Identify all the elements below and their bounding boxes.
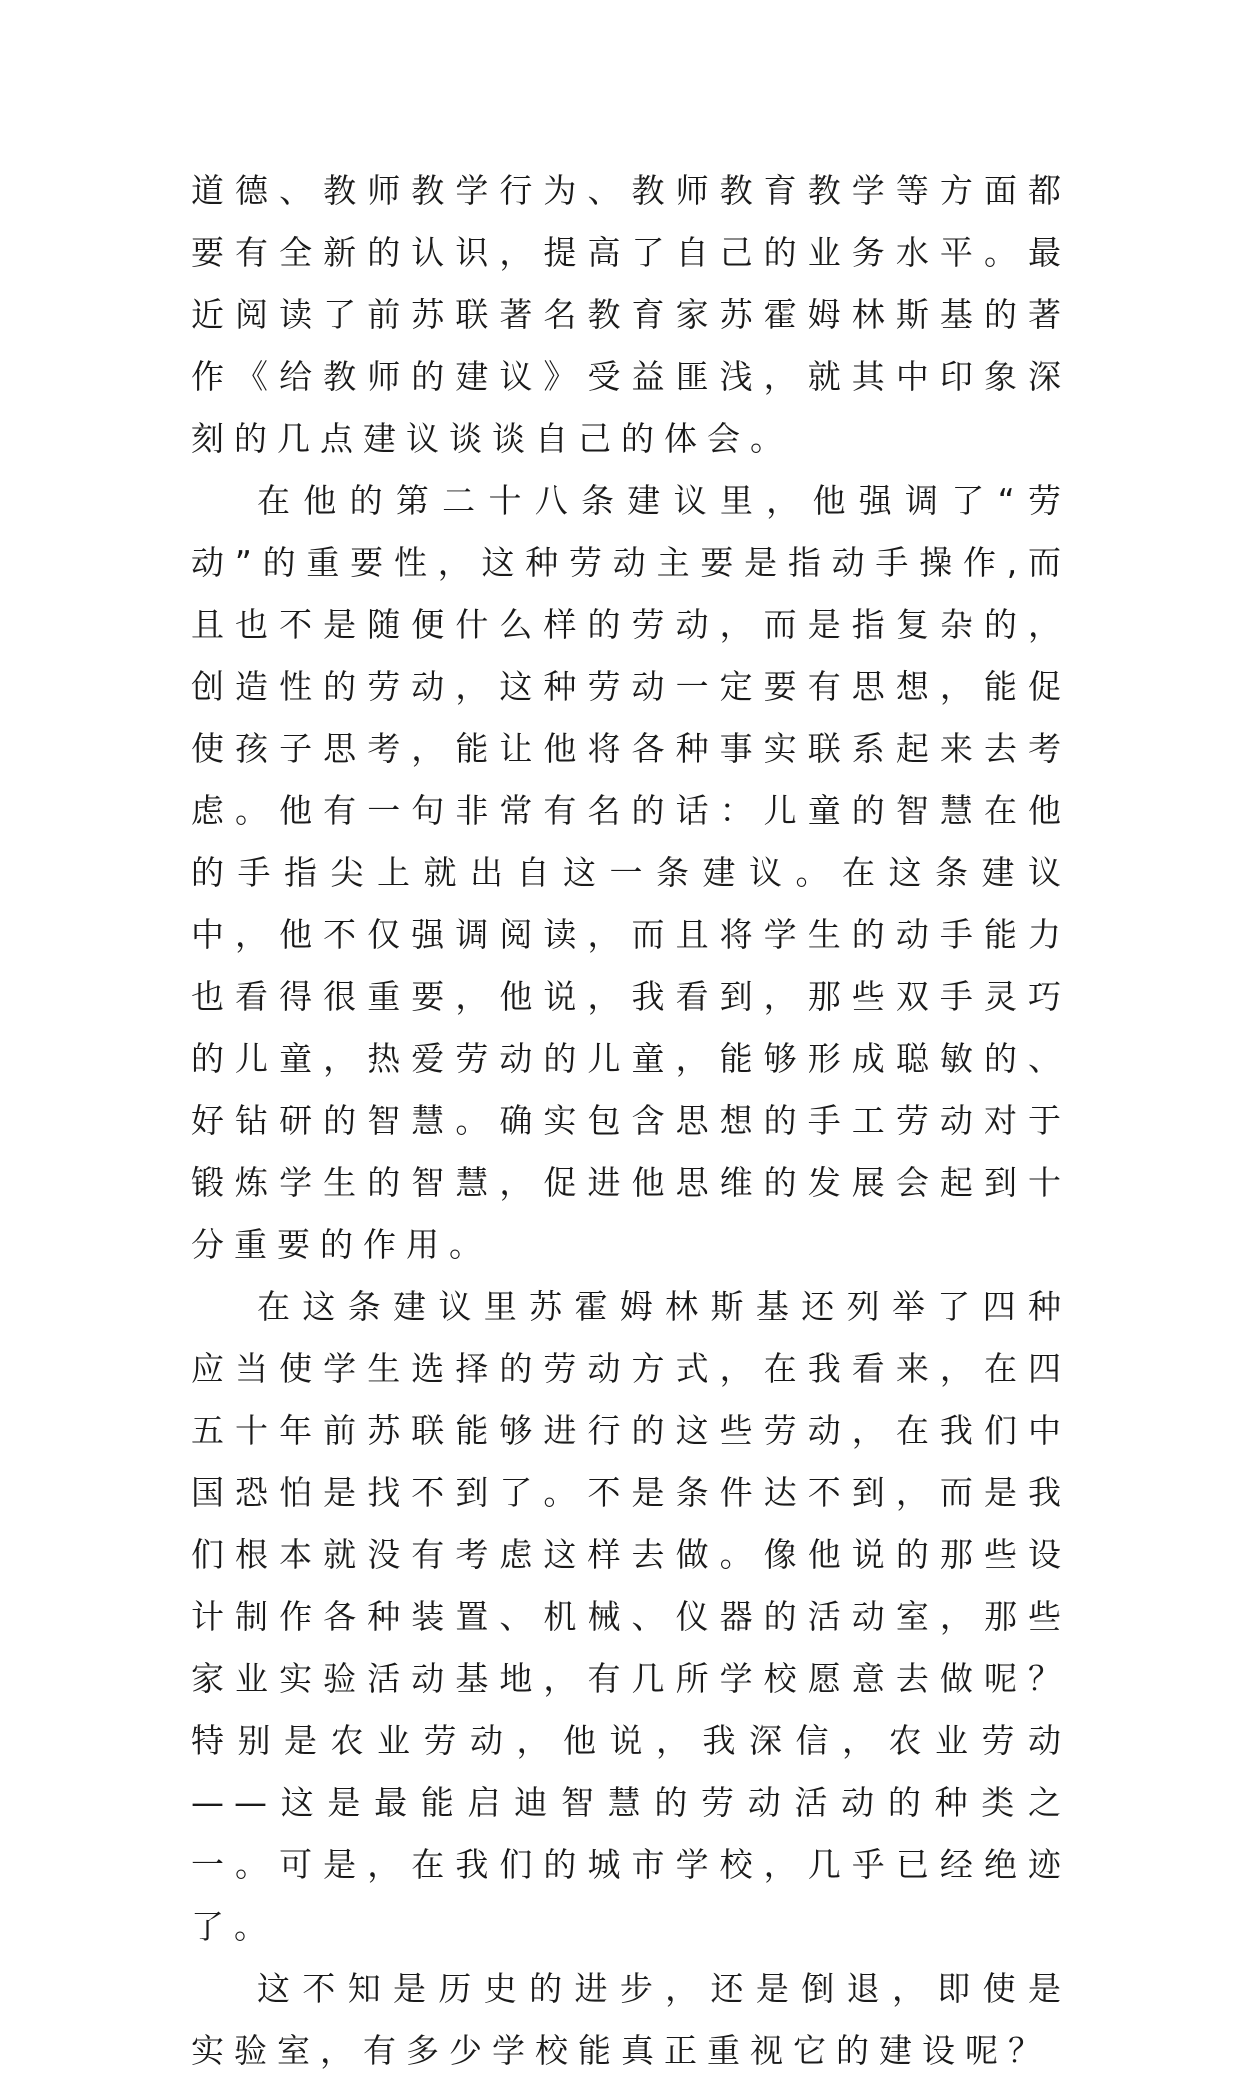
paragraph-4: 这不知是历史的进步，还是倒退，即使是实验室，有多少学校能真正重视它的建设呢？ [191,1969,1071,2070]
paragraph-3: 在这条建议里苏霍姆林斯基还列举了四种应当使学生选择的劳动方式，在我看来，在四五十年前苏联能够进行的这些劳动，在我们中国恐怕是找不到了。不是条件达不到，而是我们根本就没有考虑这样去做。像他说的那些设计制作各种装置、机械、仪器的活动室，那些家业实验活动基地，有几所学校愿意去做呢？特别是农业劳动，他说，我深信，农业劳动——这是最能启迪智慧的劳动活动的种类之一。可是，在我们的城市学校，几乎已经绝迹了。 [191,1287,1071,1946]
paragraph-1: 道德、教师教学行为、教师教育教学等方面都要有全新的认识，提高了自己的业务水平。最近阅读了前苏联著名教育家苏霍姆林斯基的著作《给教师的建议》受益匪浅，就其中印象深刻的几点建议谈谈自己的体会。 [191,171,1071,458]
paragraph-2: 在他的第二十八条建议里，他强调了“劳动”的重要性，这种劳动主要是指动手操作,而且也不是随便什么样的劳动，而是指复杂的，创造性的劳动，这种劳动一定要有思想，能促使孩子思考，能让他将各种事实联系起来去考虑。他有一句非常有名的话：儿童的智慧在他的手指尖上就出自这一条建议。在这条建议中，他不仅强调阅读，而且将学生的动手能力也看得很重要，他说，我看到，那些双手灵巧的儿童，热爱劳动的儿童，能够形成聪敏的、好钻研的智慧。确实包含思想的手工劳动对于锻炼学生的智慧，促进他思维的发展会起到十分重要的作用。 [191,481,1071,1264]
body-text [191,160,1071,2082]
